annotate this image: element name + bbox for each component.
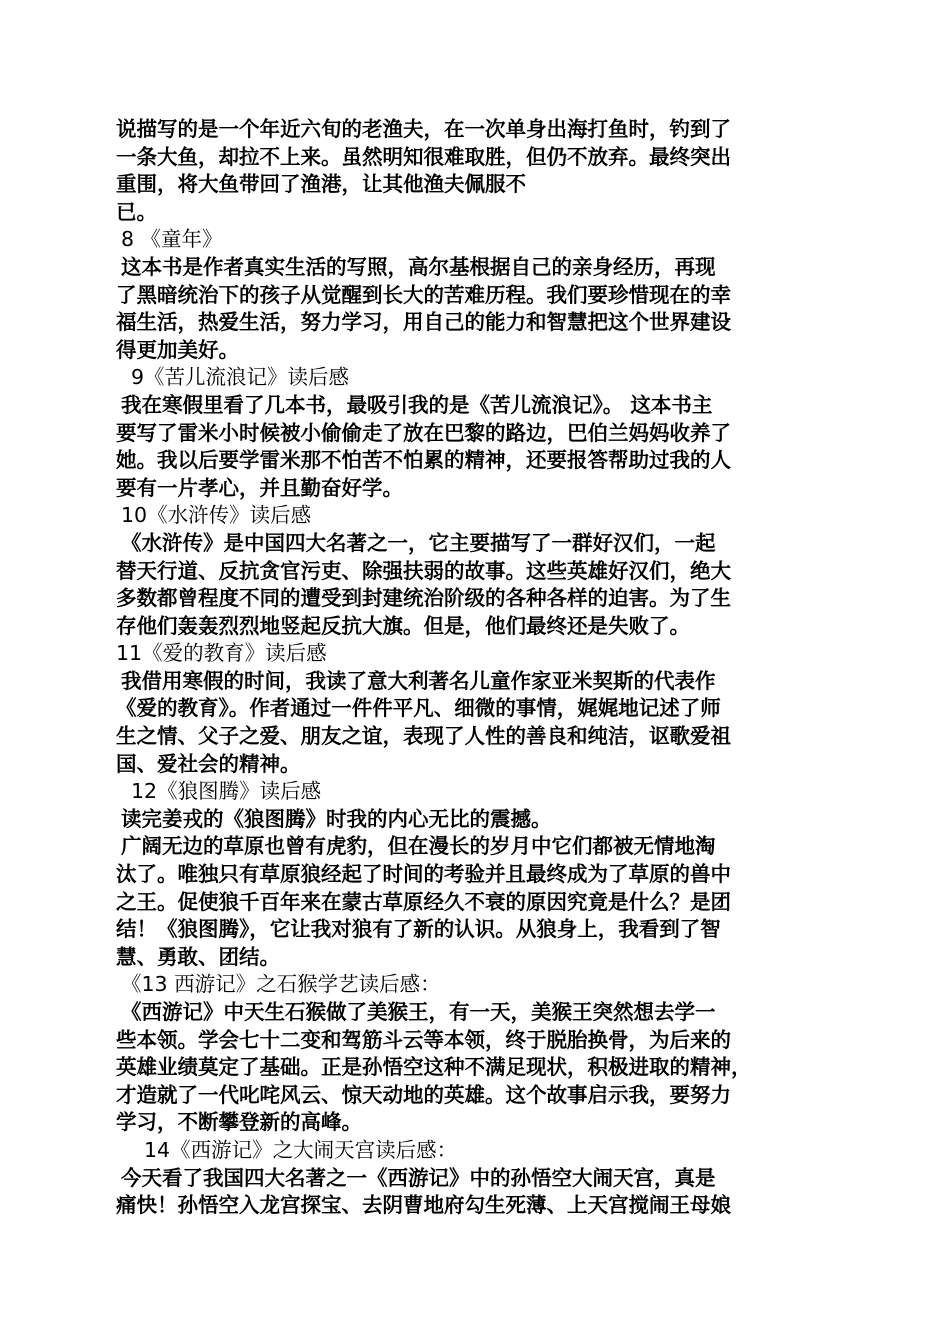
- document-page: [116, 116, 836, 1220]
- text-line: 才造就了一代叱咤风云、惊天动地的英雄。这个故事启示我，要努力: [116, 1082, 731, 1107]
- text-line: 汰了。唯独只有草原狼经起了时间的考验并且最终成为了草原的兽中: [116, 862, 731, 887]
- text-line: 我借用寒假的时间，我读了意大利著名儿童作家亚米契斯的代表作: [121, 668, 716, 693]
- text-line: 福生活，热爱生活，努力学习，用自己的能力和智慧把这个世界建设: [116, 310, 731, 335]
- text-line: 替天行道、反抗贪官污吏、除强扶弱的故事。这些英雄好汉们，绝大: [116, 558, 731, 583]
- text-line: 结！《狼图腾》，它让我对狼有了新的认识。从狼身上，我看到了智: [116, 917, 721, 942]
- text-line: 已。: [116, 199, 157, 224]
- text-line: 多数都曾程度不同的遭受到封建统治阶级的各种各样的迫害。为了生: [116, 586, 731, 611]
- text-line: 《水浒传》是中国四大名著之一，它主要描写了一群好汉们，一起: [121, 530, 716, 555]
- section-heading: 14《西游记》之大闹天宫读后感：: [144, 1137, 458, 1162]
- text-line: 要有一片孝心，并且勤奋好学。: [116, 475, 403, 500]
- text-line: 要写了雷米小时候被小偷偷走了放在巴黎的路边，巴伯兰妈妈收养了: [116, 420, 731, 445]
- text-line: 她。我以后要学雷米那不怕苦不怕累的精神，还要报答帮助过我的人: [116, 448, 731, 473]
- text-line: 得更加美好。: [116, 337, 239, 362]
- text-line: 今天看了我国四大名著之一《西游记》中的孙悟空大闹天宫，真是: [121, 1165, 716, 1190]
- text-line: 慧、勇敢、团结。: [116, 944, 280, 969]
- text-line: 些本领。学会七十二变和驾筋斗云等本领，终于脱胎换骨，为后来的: [116, 1027, 731, 1052]
- text-line: 《西游记》中天生石猴做了美猴王，有一天，美猴王突然想去学一: [121, 1000, 716, 1024]
- section-heading: 9《苦儿流浪记》读后感: [131, 365, 350, 390]
- text-line: 了黑暗统治下的孩子从觉醒到长大的苦难历程。我们要珍惜现在的幸: [116, 282, 731, 307]
- text-line: 英雄业绩莫定了基础。正是孙悟空这种不满足现状，积极进取的精神，: [116, 1055, 752, 1080]
- text-line: 我在寒假里看了几本书，最吸引我的是《苦儿流浪记》。 这本书主: [121, 392, 713, 417]
- text-line: 生之情、父子之爱、朋友之谊，表现了人性的善良和纯洁，讴歌爱祖: [116, 724, 731, 749]
- section-heading: 《13 西游记》之石猴学艺读后感：: [121, 972, 441, 997]
- text-line: 《爱的教育》。作者通过一件件平凡、细微的事情，娓娓地记述了师: [116, 696, 721, 721]
- section-heading: 11《爱的教育》读后感: [116, 641, 327, 666]
- text-line: 学习，不断攀登新的高峰。: [116, 1110, 362, 1135]
- text-line: 之王。促使狼千百年来在蒙古草原经久不衰的原因究竟是什么？是团: [116, 889, 731, 914]
- text-line: 广阔无边的草原也曾有虎豹，但在漫长的岁月中它们都被无情地淘: [121, 834, 716, 859]
- section-heading: 10《水浒传》读后感: [121, 503, 312, 528]
- section-heading: 12《狼图腾》读后感: [131, 779, 322, 804]
- text-line: 读完姜戎的《狼图腾》时我的内心无比的震撼。: [121, 806, 552, 831]
- text-line: 重围，将大鱼带回了渔港，让其他渔夫佩服不: [116, 172, 526, 197]
- text-line: 这本书是作者真实生活的写照，高尔基根据自己的亲身经历，再现: [121, 254, 716, 279]
- text-line: 痛快！孙悟空入龙宫探宝、去阴曹地府勾生死薄、上天宫搅闹王母娘: [116, 1193, 731, 1218]
- text-line: 存他们轰轰烈烈地竖起反抗大旗。但是，他们最终还是失败了。: [116, 613, 690, 638]
- text-line: 说描写的是一个年近六旬的老渔夫，在一次单身出海打鱼时，钓到了: [116, 117, 731, 141]
- text-line: 国、爱社会的精神。: [116, 751, 301, 776]
- section-heading: 8 《童年》: [121, 227, 223, 252]
- text-line: 一条大鱼，却拉不上来。虽然明知很难取胜，但仍不放弃。最终突出: [116, 144, 731, 169]
